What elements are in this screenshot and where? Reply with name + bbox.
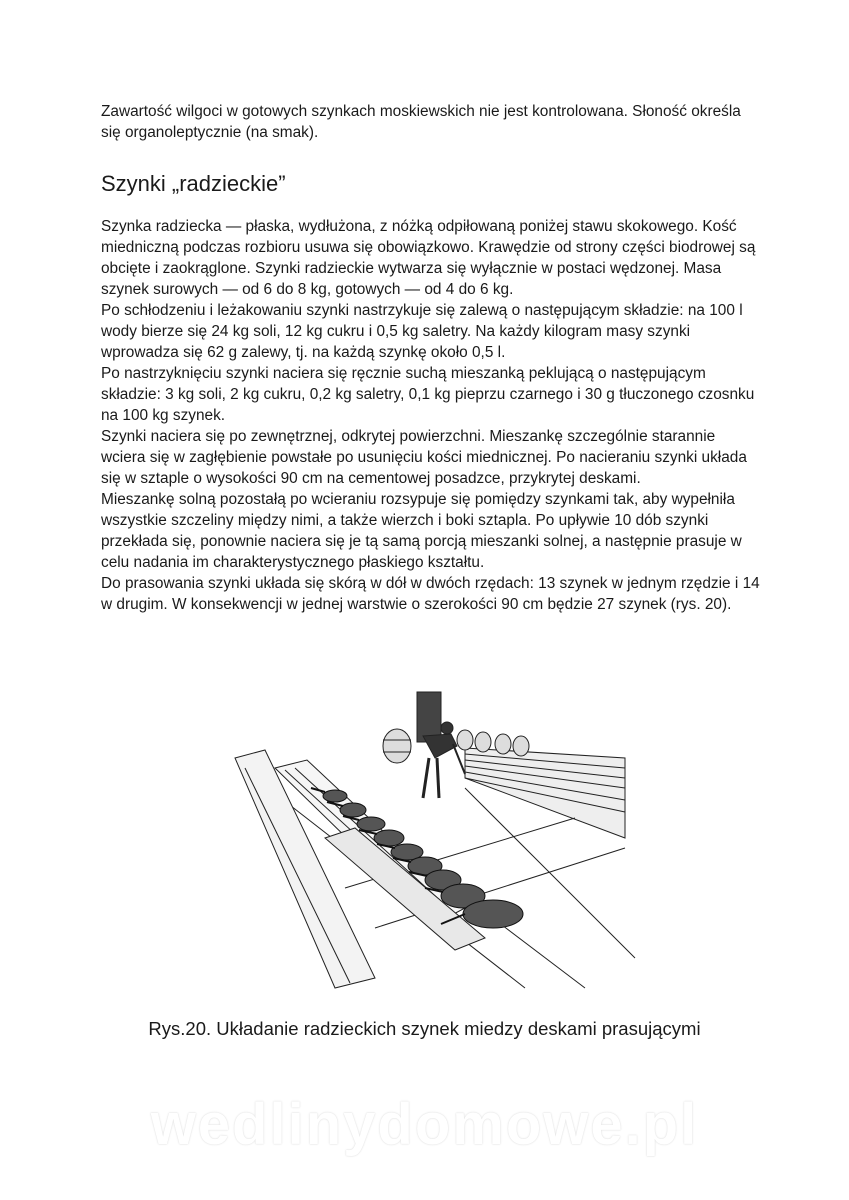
paragraph: Mieszankę solną pozostałą po wcieraniu rozsypuje się pomiędzy szynkami tak, aby wypełniła wszystkie szczeliny między nimi, a także wierzch i boki sztapla. Po upływie 10 dób szynki przekłada się, ponownie naciera się je tą samą porcją mieszanki solnej, a następnie prasuje w celu nadania im charakterystycznego płaskiego kształtu.	[101, 491, 742, 571]
ham-pressing-illustration	[225, 688, 645, 998]
section-heading: Szynki „radzieckie”	[101, 171, 286, 196]
paragraph: Po nastrzyknięciu szynki naciera się ręcznie suchą mieszanką peklującą o następującym składzie: 3 kg soli, 2 kg cukru, 0,2 kg saletry, 0,1 kg pieprzu czarnego i 30 g tłuczonego czosnku na 100 kg szynek.	[101, 365, 755, 424]
figure-caption: Rys.20. Układanie radzieckich szynek miedzy deskami prasującymi	[148, 1018, 701, 1039]
watermark: wedlinydomowe.pl	[150, 1092, 699, 1157]
section-body	[101, 216, 761, 615]
paragraph: Po schłodzeniu i leżakowaniu szynki nastrzykuje się zalewą o następującym składzie: na 100 l wody bierze się 24 kg soli, 12 kg cukru i 0,5 kg saletry. Na każdy kilogram masy szynki wprowadza się 62 g zalewy, tj. na każdą szynkę około 0,5 l.	[101, 302, 743, 361]
paragraph: Do prasowania szynki układa się skórą w dół w dwóch rzędach: 13 szynek w jednym rzędzie i 14 w drugim. W konsekwencji w jednej warstwie o szerokości 90 cm będzie 27 szynek (rys. 20).	[101, 575, 760, 613]
paragraph: Szynki naciera się po zewnętrznej, odkrytej powierzchni. Mieszankę szczególnie starannie wciera się w zagłębienie powstałe po usunięciu kości miednicznej. Po nacieraniu szynki układa się w sztaple o wysokości 90 cm na cementowej posadzce, przykrytej deskami.	[101, 428, 747, 487]
paragraph: Szynka radziecka — płaska, wydłużona, z nóżką odpiłowaną poniżej stawu skokowego. Kość miedniczną podczas rozbioru usuwa się obowiązkowo. Krawędzie od strony części biodrowej są obcięte i zaokrąglone. Szynki radzieckie wytwarza się wyłącznie w postaci wędzonej. Masa szynek surowych — od 6 do 8 kg, gotowych — od 4 do 6 kg.	[101, 218, 756, 298]
intro-paragraph: Zawartość wilgoci w gotowych szynkach moskiewskich nie jest kontrolowana. Słoność określa się organoleptycznie (na smak).	[101, 103, 741, 141]
